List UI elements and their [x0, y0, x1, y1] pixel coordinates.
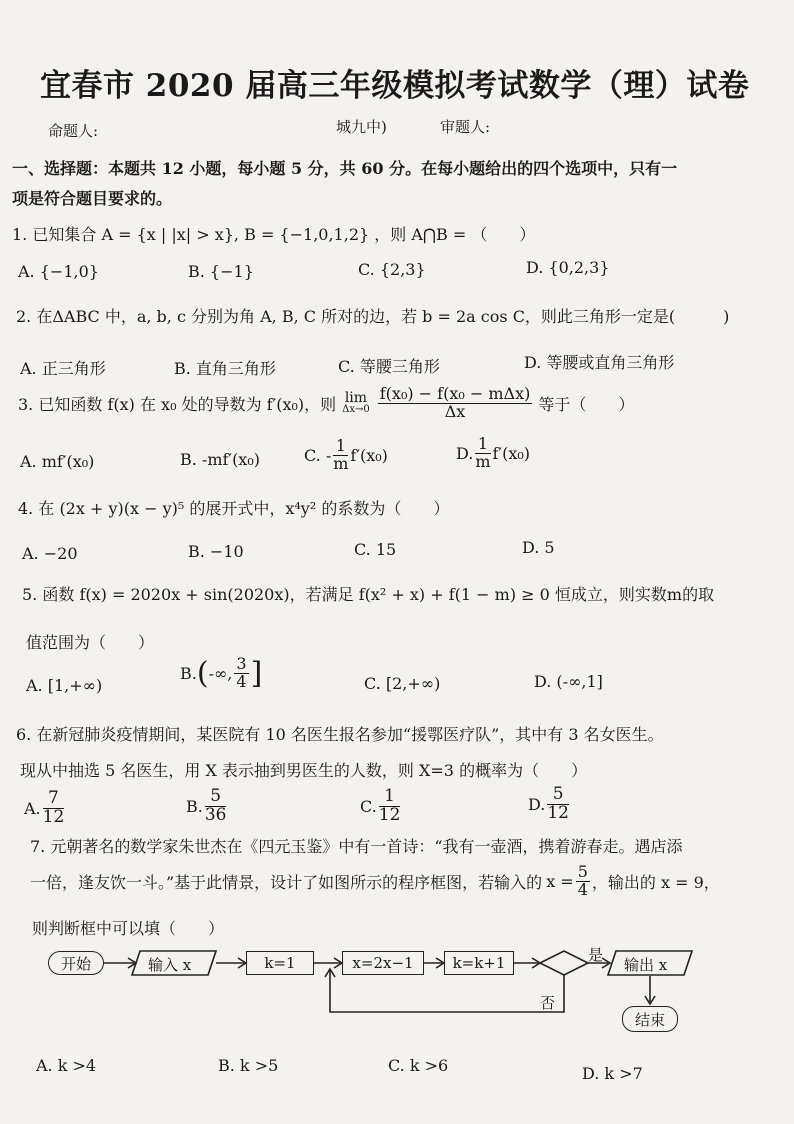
q2-option-c: C. 等腰三角形: [338, 357, 440, 376]
q3-c-suffix: f′(x₀): [350, 445, 388, 465]
q5-b-num: 3: [236, 654, 247, 674]
q6-option-c: [360, 788, 402, 825]
question-6-stem-2: 现从中抽选 5 名医生，用 X 表示抽到男医生的人数，则 X=3 的概率为（ ）: [20, 761, 588, 780]
q7-stem2-den: 4: [577, 879, 588, 899]
q6-b-label: B.: [186, 796, 203, 816]
q3-limit: [342, 391, 370, 416]
q7-option-b: B. k >5: [218, 1056, 279, 1075]
setter-label: 命题人:: [48, 122, 99, 140]
q5-option-b: [180, 656, 262, 691]
decision-diamond: [540, 951, 588, 975]
q3-option-c: [304, 438, 388, 473]
flow-yes-label: 是: [588, 946, 604, 964]
flow-update-x: x=2x−1: [342, 951, 424, 975]
q5-b-right-bracket-icon: ]: [250, 656, 263, 691]
q6-a-label: A.: [24, 798, 41, 818]
q3-lim-text: lim: [344, 389, 368, 406]
q5-b-inner: -∞,: [208, 664, 233, 683]
q7-option-a: A. k >4: [36, 1056, 97, 1075]
q1-option-a: A. {−1,0}: [18, 262, 99, 281]
question-1-stem: 1. 已知集合 A = {x | |x| > x}, B = {−1,0,1,2} ，则 A⋂B = （ ）: [12, 225, 536, 244]
q6-option-d: [528, 786, 571, 823]
q5-b-frac: [234, 656, 248, 691]
question-7-stem-2: [30, 864, 720, 899]
q3-d-suffix: f′(x₀): [492, 443, 530, 463]
q6-c-frac: [379, 788, 401, 825]
question-5-stem-2: 值范围为（ ）: [26, 633, 155, 652]
q3-prefix: 3. 已知函数 f(x) 在 x₀ 处的导数为 f′(x₀)，则: [18, 394, 337, 414]
q2-option-a: A. 正三角形: [20, 359, 106, 378]
q2-option-b: B. 直角三角形: [174, 359, 276, 378]
q5-option-a: A. [1,+∞): [26, 676, 103, 695]
q6-d-label: D.: [528, 794, 546, 814]
q3-frac-den: Δx: [444, 401, 466, 421]
arrow-no-loop: [330, 970, 564, 1012]
school-label: 城九中): [336, 118, 387, 136]
q3-d-prefix: D.: [456, 443, 474, 463]
q6-c-num: 1: [379, 788, 401, 807]
q2-option-d: D. 等腰或直角三角形: [524, 353, 675, 372]
flow-init: k=1: [246, 951, 314, 975]
q3-suffix: 等于（ ）: [538, 394, 635, 414]
question-6-stem: 6. 在新冠肺炎疫情期间，某医院有 10 名医生报名参加“援鄂医疗队”，其中有 3 名女医生。: [16, 725, 664, 744]
q3-option-a: A. mf′(x₀): [20, 452, 95, 471]
q3-option-d: [456, 436, 530, 471]
q1-option-b: B. {−1}: [188, 262, 254, 281]
q3-d-frac: [475, 436, 490, 471]
q6-b-den: 36: [204, 804, 227, 825]
flow-output: 输出 x: [624, 956, 668, 974]
q6-b-num: 5: [205, 788, 227, 807]
program-flowchart: [0, 930, 794, 1050]
q3-c-prefix: C. -: [304, 445, 332, 465]
question-5-stem: 5. 函数 f(x) = 2020x + sin(2020x)，若满足 f(x² + x) + f(1 − m) ≥ 0 恒成立，则实数m的取: [22, 585, 715, 604]
q3-c-den: m: [333, 453, 349, 473]
q6-c-label: C.: [360, 796, 377, 816]
q7-stem2-x: x =: [546, 871, 574, 891]
flow-end: 结束: [622, 1006, 678, 1032]
q7-option-c: C. k >6: [388, 1056, 449, 1075]
q6-d-frac: [547, 786, 569, 823]
question-2-stem: 2. 在ΔABC 中，a, b, c 分别为角 A, B, C 所对的边，若 b = 2a cos C，则此三角形一定是( ): [16, 307, 730, 326]
question-7-stem: 7. 元朝著名的数学家朱世杰在《四元玉鉴》中有一首诗：“我有一壶酒，携着游春走。遇店添: [30, 837, 683, 856]
q7-stem2-suffix: ，输出的 x = 9，: [591, 872, 720, 892]
q7-option-d: D. k >7: [582, 1064, 643, 1083]
q1-option-c: C. {2,3}: [358, 260, 426, 279]
question-7-stem-3: 则判断框中可以填（ ）: [32, 919, 225, 938]
q4-option-b: B. −10: [188, 542, 244, 561]
q3-d-den: m: [475, 451, 491, 471]
section-instructions-line1: 一、选择题：本题共 12 小题，每小题 5 分，共 60 分。在每小题给出的四个选项中，只有一: [12, 159, 678, 178]
q5-option-c: C. [2,+∞): [364, 674, 441, 693]
section-instructions-line2: 项是符合题目要求的。: [12, 189, 173, 208]
q3-fraction: [378, 386, 533, 421]
q7-stem2-num: 5: [577, 862, 588, 881]
q4-option-c: C. 15: [354, 540, 397, 559]
q3-frac-num: f(x₀) − f(x₀ − mΔx): [379, 384, 531, 403]
q3-c-num: 1: [333, 438, 348, 456]
question-4-stem: 4. 在 (2x + y)(x − y)⁵ 的展开式中，x⁴y² 的系数为（ ）: [18, 499, 450, 518]
q6-a-den: 12: [42, 806, 65, 827]
q6-option-a: [24, 790, 66, 827]
q3-option-b: B. -mf′(x₀): [180, 450, 260, 469]
q4-option-d: D. 5: [522, 538, 555, 557]
q4-option-a: A. −20: [22, 544, 78, 563]
q6-c-den: 12: [378, 804, 401, 825]
flow-no-label: 否: [540, 994, 556, 1012]
reviewer-label: 审题人:: [440, 118, 491, 136]
q3-c-frac: [333, 438, 348, 473]
page-title: 宜春市 2020 届高三年级模拟考试数学（理）试卷: [40, 68, 750, 104]
q5-b-den: 4: [236, 672, 247, 691]
q6-b-frac: [205, 788, 227, 825]
q1-option-d: D. {0,2,3}: [526, 258, 610, 277]
q6-a-frac: [43, 790, 65, 827]
q3-lim-sub: Δx→0: [342, 404, 370, 416]
q5-b-left-paren-icon: (: [196, 656, 209, 691]
q5-option-d: D. (-∞,1]: [534, 672, 603, 691]
question-3-stem: [18, 386, 634, 421]
flow-start: 开始: [48, 951, 104, 975]
q3-d-num: 1: [475, 436, 490, 454]
q7-stem2-frac: [576, 864, 590, 899]
q6-a-num: 7: [43, 790, 65, 809]
q6-option-b: [186, 788, 228, 825]
q6-d-den: 12: [547, 802, 569, 823]
flow-input: 输入 x: [148, 956, 192, 974]
q7-stem2-prefix: 一倍，逢友饮一斗。”基于此情景，设计了如图所示的程序框图，若输入的: [30, 872, 543, 892]
q6-d-num: 5: [547, 786, 569, 805]
flow-update-k: k=k+1: [444, 951, 514, 975]
q5-b-prefix: B.: [180, 664, 197, 683]
